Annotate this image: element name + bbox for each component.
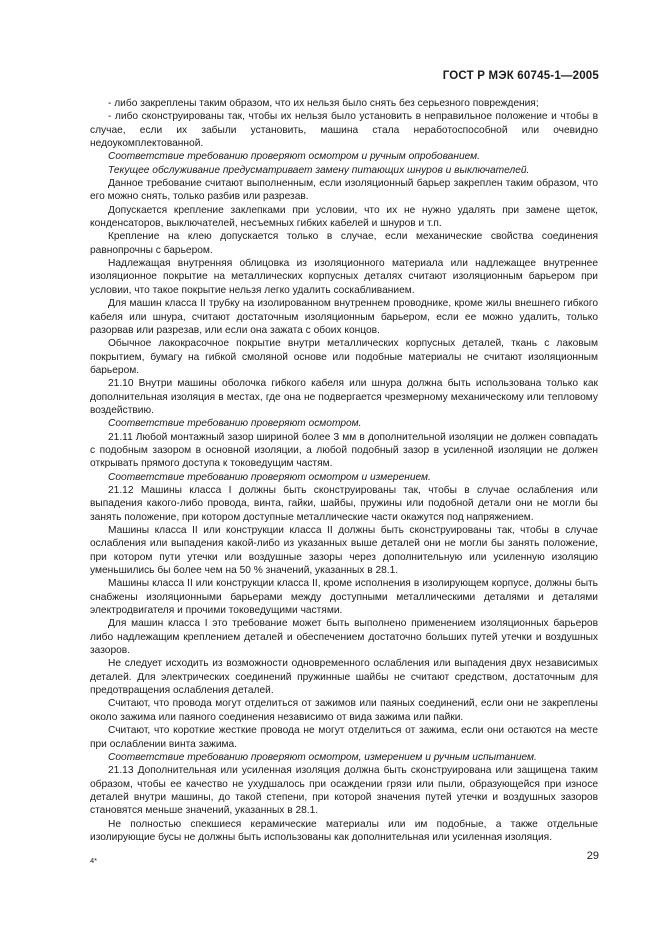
- paragraph: Не следует исходить из возможности одновременного ослабления или выпадения двух независимых деталей. Для электрических соединений пружинные шайбы не считают средством, достаточным для предотвращения ослабления деталей.: [90, 658, 598, 697]
- page-number: 29: [586, 850, 599, 862]
- paragraph: 21.12 Машины класса I должны быть сконструированы так, чтобы в случае ослабления или выпадения какого-либо провода, винта, гайки, шайбы, пружины или подобной детали они не могли бы занять положение, при котором доступные металлические части окажутся под напряжением.: [90, 484, 598, 523]
- paragraph: Машины класса II или конструкции класса II, кроме исполнения в изолирующем корпусе, должны быть снабжены изоляционными барьерами между доступными металлическими деталями и деталями электродвигателя и прочими токоведущими частями.: [90, 578, 598, 617]
- paragraph: Допускается крепление заклепками при условии, что их не нужно удалять при замене щеток, конденсаторов, выключателей, несъемных гибких кабелей и шнуров и т.п.: [90, 204, 598, 230]
- standard-header: ГОСТ Р МЭК 60745-1—2005: [442, 70, 599, 82]
- paragraph: Крепление на клею допускается только в случае, если механические свойства соединения равнопрочны с барьером.: [90, 231, 598, 256]
- compliance-note: Текущее обслуживание предусматривает замену питающих шнуров и выключателей.: [108, 164, 530, 176]
- paragraph: Машины класса II или конструкции класса II должны быть сконструированы так, чтобы в случае ослабления или выпадения какой-либо из указанных выше деталей они не могли бы занять положение, при котором пути утечки или воздушные зазоры через дополнительную или усиленную изоляцию уменьшились бы более чем на 50 % значений, указанных в 28.1.: [90, 525, 598, 577]
- paragraph: Надлежащая внутренняя облицовка из изоляционного материала или надлежащее внутреннее изоляционное покрытие на металлических корпусных деталях считают изоляционным барьером при условии, что такое покрытие нельзя легко удалить соскабливанием.: [90, 258, 598, 296]
- compliance-note: Соответствие требованию проверяют осмотром.: [108, 418, 362, 430]
- paragraph: Для машин класса II трубку на изолированном внутреннем проводнике, кроме жилы внешнего гибкого кабеля или шнура, считают достаточным изоляционным барьером, если ее можно удалить, только разорвав или разрезав, или если она зажата с обоих концов.: [90, 298, 598, 336]
- compliance-note: Соответствие требованию проверяют осмотром, измерением и ручным испытанием.: [108, 751, 537, 763]
- paragraph: Обычное лакокрасочное покрытие внутри металлических корпусных деталей, ткань с лаковым покрытием, бумагу на гибкой смоляной основе или подобные материалы не считают изоляционным барьером.: [90, 338, 598, 376]
- paragraph: 21.11 Любой монтажный зазор шириной более 3 мм в дополнительной изоляции не должен совпадать с подобным зазором в основной изоляции, а любой подобный зазор в усиленной изоляции не должен открывать прямого доступа к токоведущим частям.: [90, 431, 598, 470]
- paragraph: 21.10 Внутри машины оболочка гибкого кабеля или шнура должна быть использована только как дополнительная изоляция в местах, где она не подвергается чрезмерному механическому или тепловому воздействию.: [90, 378, 598, 416]
- paragraph: Данное требование считают выполненным, если изоляционный барьер закреплен таким образом, что его можно снять, только разбив или разрезав.: [90, 178, 598, 203]
- paragraph: Для машин класса I это требование может быть выполнено применением изоляционных барьеров либо надлежащим креплением деталей и обеспечением достаточно больших путей утечки и воздушных зазоров.: [90, 618, 598, 657]
- paragraph: Считают, что провода могут отделиться от зажимов или паяных соединений, если они не закреплены около зажима или паяного соединения независимо от вида зажима или пайки.: [90, 698, 598, 723]
- paragraph: Считают, что короткие жесткие провода не могут отделиться от зажима, если они остаются на месте при ослаблении винта зажима.: [90, 725, 598, 750]
- sheet-signature: 4*: [90, 856, 98, 865]
- paragraph: Не полностью спекшиеся керамические материалы или им подобные, а также отдельные изолирующие бусы не должны быть использованы как дополнительная или усиленная изоляция.: [90, 818, 598, 843]
- paragraph: 21.13 Дополнительная или усиленная изоляция должна быть сконструирована или защищена таким образом, чтобы ее качество не ухудшалось при осаждении грязи или пыли, образующейся при износе деталей внутри машины, до такой степени, при которой значения путей утечки и воздушных зазоров становятся меньше значений, указанных в 28.1.: [90, 765, 598, 817]
- document-body: [90, 97, 598, 844]
- compliance-note: Соответствие требованию проверяют осмотром и измерением.: [108, 471, 431, 483]
- paragraph: - либо сконструированы так, чтобы их нельзя было установить в неправильное положение и чтобы в случае, если их забыли установить, машина стала неработоспособной или очевидно недоукомплектованной.: [90, 111, 598, 150]
- compliance-note: Соответствие требованию проверяют осмотром и ручным опробованием.: [108, 151, 480, 163]
- paragraph: - либо закреплены таким образом, что их нельзя было снять без серьезного повреждения;: [108, 98, 539, 109]
